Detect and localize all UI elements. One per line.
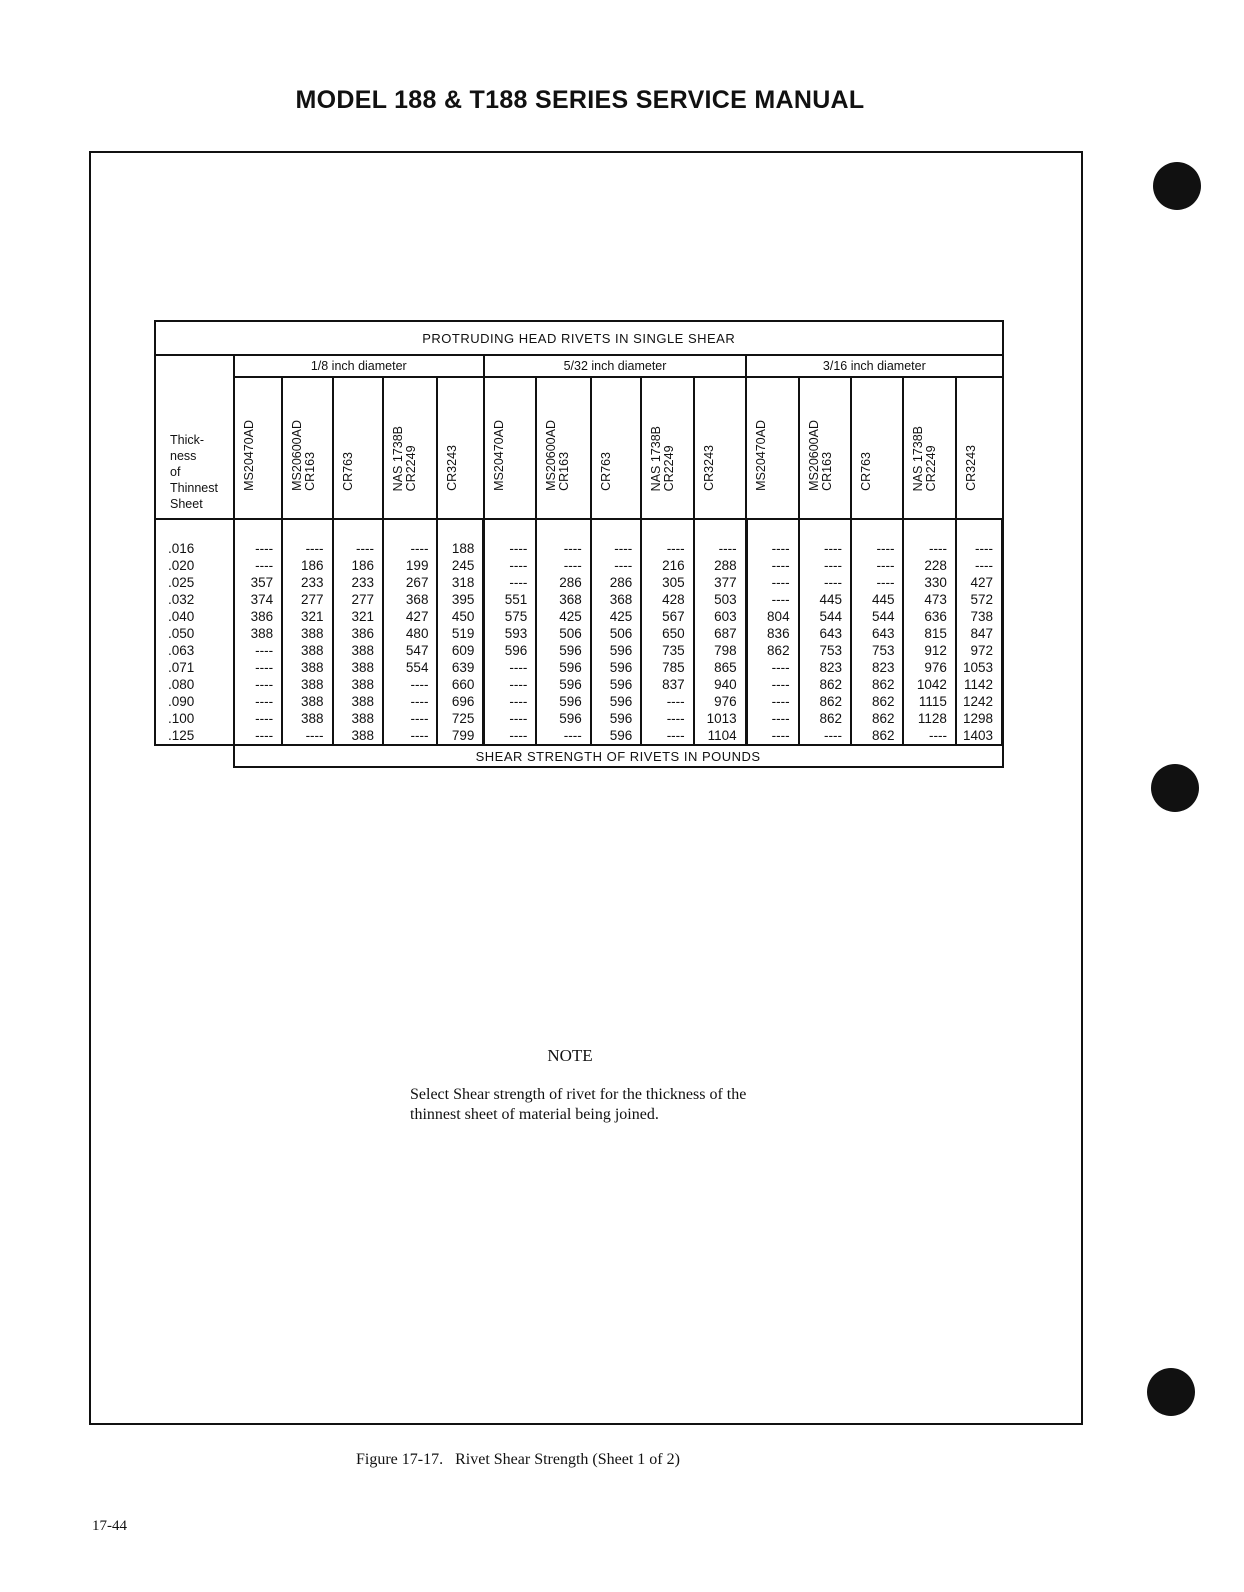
shear-value-cell: 596 [591,710,641,727]
shear-value-cell: 277 [333,591,383,608]
shear-value-cell: 865 [694,659,746,676]
shear-value-cell: ---- [799,519,851,557]
rivet-type-label: NAS 1738B CR2249 [911,425,939,491]
shear-value-cell: 1042 [903,676,955,693]
shear-value-cell: 357 [234,574,282,591]
shear-value-cell: ---- [484,710,536,727]
shear-value-cell: ---- [746,710,798,727]
shear-value-cell: 593 [484,625,536,642]
rivet-type-label: CR763 [859,452,874,491]
shear-value-cell: ---- [799,727,851,745]
shear-value-cell: ---- [641,710,693,727]
shear-value-cell: 277 [282,591,332,608]
thickness-cell: .020 [155,557,234,574]
rivet-type-header [437,377,483,519]
rivet-type-header [694,377,746,519]
shear-value-cell: 377 [694,574,746,591]
shear-value-cell: 1104 [694,727,746,745]
shear-value-cell: ---- [746,591,798,608]
shear-value-cell: 609 [437,642,483,659]
shear-value-cell: 506 [536,625,590,642]
shear-value-cell: 551 [484,591,536,608]
rivet-type-label: CR763 [598,452,613,491]
shear-value-cell: 388 [333,727,383,745]
shear-value-cell: 636 [903,608,955,625]
shear-value-cell: ---- [383,519,437,557]
shear-value-cell: ---- [383,710,437,727]
thickness-cell: .050 [155,625,234,642]
shear-value-cell: 639 [437,659,483,676]
shear-value-cell: 427 [956,574,1003,591]
shear-value-cell: ---- [641,727,693,745]
shear-value-cell: 388 [282,659,332,676]
rivet-type-header [234,377,282,519]
shear-value-cell: ---- [746,676,798,693]
shear-value-cell: ---- [641,519,693,557]
shear-value-cell: 445 [799,591,851,608]
shear-value-cell: ---- [591,519,641,557]
shear-value-cell: 596 [536,676,590,693]
shear-value-cell: ---- [234,676,282,693]
shear-value-cell: 388 [333,642,383,659]
shear-value-cell: 798 [694,642,746,659]
shear-value-cell: ---- [956,519,1003,557]
shear-value-cell: 318 [437,574,483,591]
shear-value-cell: 188 [437,519,483,557]
figure-caption: Figure 17-17. Rivet Shear Strength (Sheet 1 of 2) [356,1451,680,1468]
shear-value-cell: 386 [234,608,282,625]
rivet-type-label: MS20470AD [754,420,769,491]
note-text: Select Shear strength of rivet for the thickness of the thinnest sheet of material being joined. [410,1086,747,1123]
shear-value-cell: 862 [851,693,903,710]
binder-hole-top [1153,162,1201,210]
table-row [155,693,1003,710]
shear-value-cell: ---- [234,727,282,745]
shear-value-cell: ---- [956,557,1003,574]
shear-value-cell: 596 [591,642,641,659]
shear-value-cell: 425 [536,608,590,625]
shear-value-cell: 596 [536,693,590,710]
shear-value-cell: 862 [851,676,903,693]
shear-value-cell: ---- [234,642,282,659]
shear-value-cell: 575 [484,608,536,625]
shear-value-cell: 388 [282,693,332,710]
thickness-cell: .040 [155,608,234,625]
shear-value-cell: 596 [536,642,590,659]
shear-value-cell: 368 [536,591,590,608]
rivet-type-label: NAS 1738B CR2249 [649,425,677,491]
rivet-type-label: CR763 [340,452,355,491]
shear-value-cell: ---- [234,693,282,710]
shear-value-cell: 1242 [956,693,1003,710]
shear-value-cell: ---- [484,693,536,710]
shear-value-cell: 199 [383,557,437,574]
shear-value-cell: 1298 [956,710,1003,727]
rivet-type-label: CR3243 [701,445,716,491]
shear-value-cell: ---- [536,557,590,574]
rivet-type-header [641,377,693,519]
shear-value-cell: 245 [437,557,483,574]
rivet-type-header [591,377,641,519]
shear-value-cell: ---- [383,676,437,693]
shear-value-cell: 823 [799,659,851,676]
shear-value-cell: 660 [437,676,483,693]
shear-value-cell: 596 [536,659,590,676]
shear-value-cell: ---- [746,557,798,574]
table-row [155,591,1003,608]
footer-spacer [155,745,234,767]
shear-value-cell: ---- [851,519,903,557]
shear-value-cell: ---- [851,574,903,591]
shear-value-cell: 388 [333,676,383,693]
diameter-header-1-8: 1/8 inch diameter [234,355,484,377]
shear-value-cell: 972 [956,642,1003,659]
shear-value-cell: 940 [694,676,746,693]
thickness-cell: .016 [155,519,234,557]
shear-value-cell: ---- [903,727,955,745]
shear-value-cell: 395 [437,591,483,608]
rivet-type-label: MS20470AD [491,420,506,491]
shear-value-cell: 1013 [694,710,746,727]
shear-value-cell: ---- [383,727,437,745]
shear-value-cell: 186 [333,557,383,574]
rivet-type-label: MS20600AD CR163 [544,420,572,491]
shear-value-cell: 862 [799,710,851,727]
rivet-type-header [383,377,437,519]
rivet-type-header [536,377,590,519]
shear-value-cell: ---- [234,710,282,727]
shear-value-cell: 572 [956,591,1003,608]
shear-value-cell: 286 [591,574,641,591]
rivet-type-header [903,377,955,519]
shear-value-cell: 862 [746,642,798,659]
shear-value-cell: 596 [484,642,536,659]
shear-value-cell: ---- [536,519,590,557]
shear-value-cell: 785 [641,659,693,676]
shear-value-cell: 321 [282,608,332,625]
shear-value-cell: 506 [591,625,641,642]
shear-value-cell: 567 [641,608,693,625]
shear-value-cell: 596 [536,710,590,727]
shear-value-cell: ---- [234,519,282,557]
shear-value-cell: 554 [383,659,437,676]
shear-value-cell: ---- [591,557,641,574]
thickness-cell: .063 [155,642,234,659]
rivet-type-label: NAS 1738B CR2249 [390,425,418,491]
shear-value-cell: 596 [591,659,641,676]
thickness-cell: .032 [155,591,234,608]
shear-value-cell: 847 [956,625,1003,642]
shear-value-cell: 738 [956,608,1003,625]
shear-value-cell: 388 [333,710,383,727]
shear-value-cell: 480 [383,625,437,642]
shear-value-cell: 815 [903,625,955,642]
rivet-type-header [746,377,798,519]
binder-hole-bottom [1147,1368,1195,1416]
shear-value-cell: ---- [746,574,798,591]
page-number: 17-44 [92,1518,127,1534]
thickness-cell: .080 [155,676,234,693]
shear-value-cell: 753 [799,642,851,659]
shear-value-cell: ---- [694,519,746,557]
shear-value-cell: 596 [591,727,641,745]
shear-value-cell: 386 [333,625,383,642]
rivet-type-label: MS20600AD CR163 [290,420,318,491]
rivet-type-label: MS20600AD CR163 [806,420,834,491]
shear-value-cell: 799 [437,727,483,745]
shear-value-cell: 267 [383,574,437,591]
thickness-column-header: Thick- ness of Thinnest Sheet [155,355,234,519]
rivet-type-header [851,377,903,519]
shear-value-cell: ---- [484,574,536,591]
shear-value-cell: 823 [851,659,903,676]
shear-value-cell: 321 [333,608,383,625]
rivet-type-header [956,377,1003,519]
thickness-cell: .071 [155,659,234,676]
shear-value-cell: 596 [591,693,641,710]
shear-value-cell: 368 [383,591,437,608]
shear-value-cell: 233 [333,574,383,591]
shear-value-cell: ---- [536,727,590,745]
shear-value-cell: 1142 [956,676,1003,693]
shear-value-cell: ---- [746,519,798,557]
shear-value-cell: 305 [641,574,693,591]
shear-value-cell: 368 [591,591,641,608]
shear-value-cell: 976 [903,659,955,676]
shear-value-cell: 603 [694,608,746,625]
shear-value-cell: ---- [746,659,798,676]
shear-value-cell: ---- [282,519,332,557]
shear-value-cell: 286 [536,574,590,591]
table-row [155,659,1003,676]
shear-value-cell: 427 [383,608,437,625]
table-row [155,557,1003,574]
shear-value-cell: ---- [383,693,437,710]
rivet-type-header [799,377,851,519]
shear-value-cell: 428 [641,591,693,608]
shear-value-cell: ---- [234,557,282,574]
shear-value-cell: 519 [437,625,483,642]
shear-value-cell: 228 [903,557,955,574]
thickness-cell: .125 [155,727,234,745]
shear-value-cell: 1128 [903,710,955,727]
shear-value-cell: ---- [282,727,332,745]
table-row [155,625,1003,642]
shear-value-cell: 388 [282,625,332,642]
table-row [155,642,1003,659]
shear-value-cell: ---- [799,574,851,591]
thickness-cell: .090 [155,693,234,710]
rivet-type-label: MS20470AD [241,420,256,491]
shear-value-cell: ---- [799,557,851,574]
table-row [155,710,1003,727]
shear-value-cell: ---- [484,519,536,557]
page-header-title: MODEL 188 & T188 SERIES SERVICE MANUAL [295,86,865,114]
shear-value-cell: ---- [484,659,536,676]
shear-value-cell: 696 [437,693,483,710]
shear-value-cell: 1115 [903,693,955,710]
shear-value-cell: 445 [851,591,903,608]
shear-value-cell: 547 [383,642,437,659]
shear-value-cell: 388 [234,625,282,642]
rivet-shear-table [154,320,1004,768]
shear-value-cell: 643 [851,625,903,642]
shear-value-cell: 687 [694,625,746,642]
table-row [155,727,1003,745]
shear-value-cell: 976 [694,693,746,710]
shear-value-cell: 503 [694,591,746,608]
shear-value-cell: 1403 [956,727,1003,745]
shear-value-cell: ---- [746,693,798,710]
thickness-cell: .025 [155,574,234,591]
shear-value-cell: ---- [641,693,693,710]
rivet-type-header [484,377,536,519]
shear-value-cell: 643 [799,625,851,642]
shear-value-cell: 912 [903,642,955,659]
shear-value-cell: 544 [851,608,903,625]
shear-value-cell: 186 [282,557,332,574]
shear-value-cell: 425 [591,608,641,625]
rivet-type-label: CR3243 [445,445,460,491]
note-heading: NOTE [547,1046,593,1065]
shear-value-cell: 330 [903,574,955,591]
shear-value-cell: ---- [746,727,798,745]
shear-value-cell: 862 [851,727,903,745]
table-footer: SHEAR STRENGTH OF RIVETS IN POUNDS [234,745,1003,767]
shear-value-cell: 233 [282,574,332,591]
rivet-type-header [333,377,383,519]
diameter-header-3-16: 3/16 inch diameter [746,355,1002,377]
table-title: PROTRUDING HEAD RIVETS IN SINGLE SHEAR [155,321,1003,355]
shear-value-cell: 473 [903,591,955,608]
binder-hole-middle [1151,764,1199,812]
shear-value-cell: 862 [851,710,903,727]
shear-value-cell: ---- [484,727,536,745]
shear-value-cell: 753 [851,642,903,659]
shear-value-cell: 725 [437,710,483,727]
shear-value-cell: ---- [484,676,536,693]
rivet-type-label: CR3243 [963,445,978,491]
shear-value-cell: ---- [333,519,383,557]
shear-value-cell: 1053 [956,659,1003,676]
diameter-header-5-32: 5/32 inch diameter [484,355,746,377]
shear-value-cell: 837 [641,676,693,693]
shear-value-cell: 735 [641,642,693,659]
shear-value-cell: 650 [641,625,693,642]
shear-value-cell: 804 [746,608,798,625]
shear-value-cell: 388 [333,693,383,710]
rivet-type-header [282,377,332,519]
table-row [155,608,1003,625]
shear-value-cell: 374 [234,591,282,608]
shear-value-cell: 836 [746,625,798,642]
shear-value-cell: ---- [903,519,955,557]
shear-value-cell: 862 [799,693,851,710]
shear-value-cell: 544 [799,608,851,625]
shear-value-cell: 596 [591,676,641,693]
shear-value-cell: ---- [851,557,903,574]
thickness-cell: .100 [155,710,234,727]
shear-value-cell: 862 [799,676,851,693]
shear-value-cell: ---- [484,557,536,574]
shear-value-cell: 288 [694,557,746,574]
shear-value-cell: 450 [437,608,483,625]
shear-value-cell: 388 [282,642,332,659]
shear-value-cell: ---- [234,659,282,676]
shear-value-cell: 388 [282,710,332,727]
shear-value-cell: 216 [641,557,693,574]
table-row [155,519,1003,557]
table-row [155,574,1003,591]
shear-value-cell: 388 [282,676,332,693]
shear-value-cell: 388 [333,659,383,676]
table-row [155,676,1003,693]
